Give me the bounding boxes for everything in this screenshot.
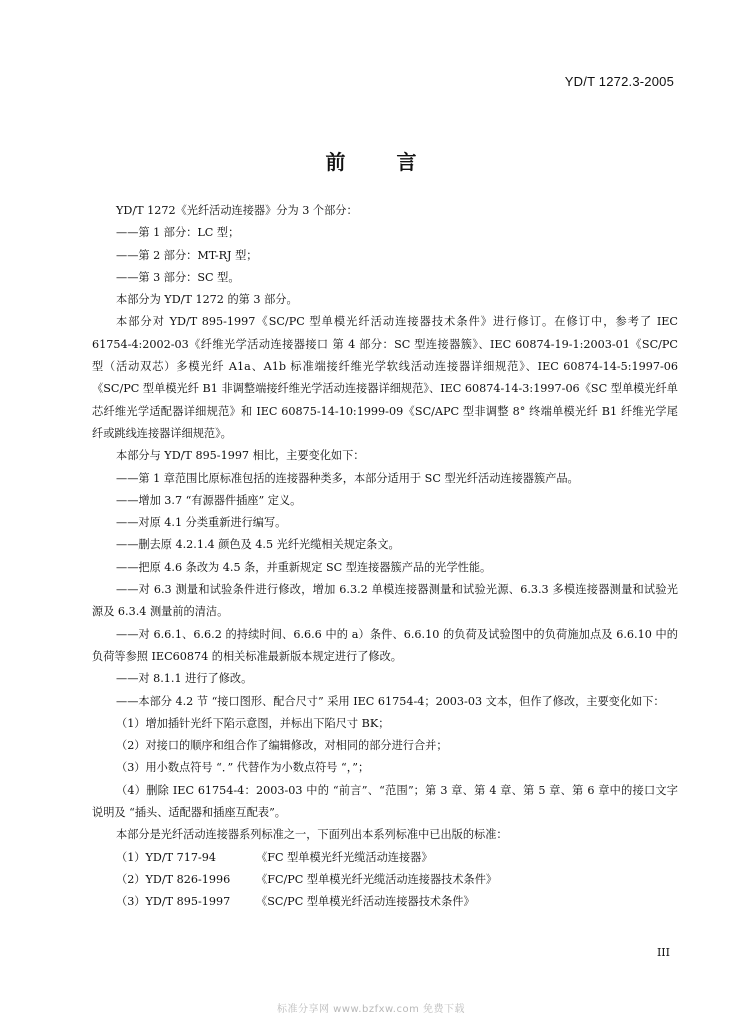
page-number: III bbox=[656, 946, 670, 959]
paragraph-series: 本部分是光纤活动连接器系列标准之一，下面列出本系列标准中已出版的标准： bbox=[116, 828, 508, 842]
paragraph-intro: YD/T 1272《光纤活动连接器》分为 3 个部分： bbox=[116, 204, 358, 217]
paragraph-changes-intro: 本部分与 YD/T 895-1997 相比，主要变化如下： bbox=[116, 449, 365, 463]
published-standard-row bbox=[92, 891, 678, 913]
published-standard-row bbox=[92, 869, 678, 891]
document-body bbox=[92, 200, 678, 914]
footer-watermark: 标准分享网 www.bzfxw.com 免费下载 bbox=[277, 1004, 465, 1015]
paragraph-this-part: 本部分为 YD/T 1272 的第 3 部分。 bbox=[116, 293, 298, 307]
change-item-8-1-1: ——对 8.1.1 进行了修改。 bbox=[116, 672, 253, 686]
standard-number: （3）YD/T 895-1997 bbox=[116, 895, 231, 909]
change-item-optical: ——把原 4.6 条改为 4.5 条，并重新规定 SC 型连接器簇产品的光学性能。 bbox=[116, 560, 492, 574]
sub-item-3: （3）用小数点符号 “．” 代替作为小数点符号 “，”； bbox=[116, 761, 370, 775]
paragraph-revision: 本部分对 YD/T 895-1997《SC/PC 型单模光纤活动连接器技术条件》进行修订。在修订中，参考了 IEC 61754-4:2002-03《纤维光学活动连接器接口 第 4 部分：SC 型连接器簇》、IEC 60874-19-1:2003-01《SC/PC 型（活动双芯）多模光纤 A1a、A1b 标准端接纤维光学软线活动连接器详细规范》、IEC 60874-14-5:1997-06《SC/PC 型单模光纤 B1 非调整端接纤维光学活动连接器详细规范》、IEC 60874-14-3:1997-06《SC 型单模光纤单芯纤维光学适配器详细规范》和 IEC 60875-14-10:1999-09《SC/APC 型非调整 8° 终端单模光纤 B1 纤维光学尾纤或跳线连接器详细规范》。 bbox=[92, 315, 678, 440]
standard-title: 《FC/PC 型单模光纤光缆活动连接器技术条件》 bbox=[256, 872, 498, 886]
sub-item-2: （2）对接口的顺序和组合作了编辑修改，对相同的部分进行合并； bbox=[116, 739, 448, 753]
standard-number: （2）YD/T 826-1996 bbox=[116, 872, 231, 886]
published-standard-row bbox=[92, 847, 678, 869]
change-item-interface: ——本部分 4.2 节 “接口图形、配合尺寸” 采用 IEC 61754-4；2003-03 文本，但作了修改，主要变化如下： bbox=[116, 694, 665, 708]
standard-number: （1）YD/T 717-94 bbox=[116, 850, 217, 864]
standard-title: 《SC/PC 型单模光纤活动连接器技术条件》 bbox=[256, 895, 475, 909]
sub-item-4: （4）删除 IEC 61754-4：2003-03 中的 “前言”、“范围”；第 3 章、第 4 章、第 5 章、第 6 章中的接口文字说明及 “插头、适配器和插座互配表”。 bbox=[92, 783, 678, 820]
page-title: 前 言 bbox=[325, 150, 439, 174]
list-item-part-3: ——第 3 部分：SC 型。 bbox=[116, 270, 240, 284]
change-item-definition: ——增加 3.7 “有源器件插座” 定义。 bbox=[116, 493, 302, 507]
change-item-duration: ——对 6.6.1、6.6.2 的持续时间、6.6.6 中的 a）条件、6.6.10 的负荷及试验图中的负荷施加点及 6.6.10 中的负荷等参照 IEC60874 的相关标准最新版本规定进行了修改。 bbox=[92, 627, 678, 663]
sub-item-1: （1）增加插针光纤下陷示意图，并标出下陷尺寸 BK； bbox=[116, 716, 390, 730]
change-item-test-conditions: ——对 6.3 测量和试验条件进行修改，增加 6.3.2 单模连接器测量和试验光源、6.3.3 多模连接器测量和试验光源及 6.3.4 测量前的清洁。 bbox=[92, 583, 678, 619]
standard-title: 《FC 型单模光纤光缆活动连接器》 bbox=[256, 850, 433, 864]
change-item-color: ——删去原 4.2.1.4 颜色及 4.5 光纤光缆相关规定条文。 bbox=[116, 538, 400, 552]
change-item-scope: ——第 1 章范围比原标准包括的连接器种类多，本部分适用于 SC 型光纤活动连接器簇产品。 bbox=[116, 471, 579, 485]
standard-code: YD/T 1272.3-2005 bbox=[564, 74, 674, 89]
list-item-part-2: ——第 2 部分：MT-RJ 型； bbox=[116, 248, 258, 262]
list-item-part-1: ——第 1 部分：LC 型； bbox=[116, 226, 240, 240]
change-item-classification: ——对原 4.1 分类重新进行编写。 bbox=[116, 516, 287, 530]
